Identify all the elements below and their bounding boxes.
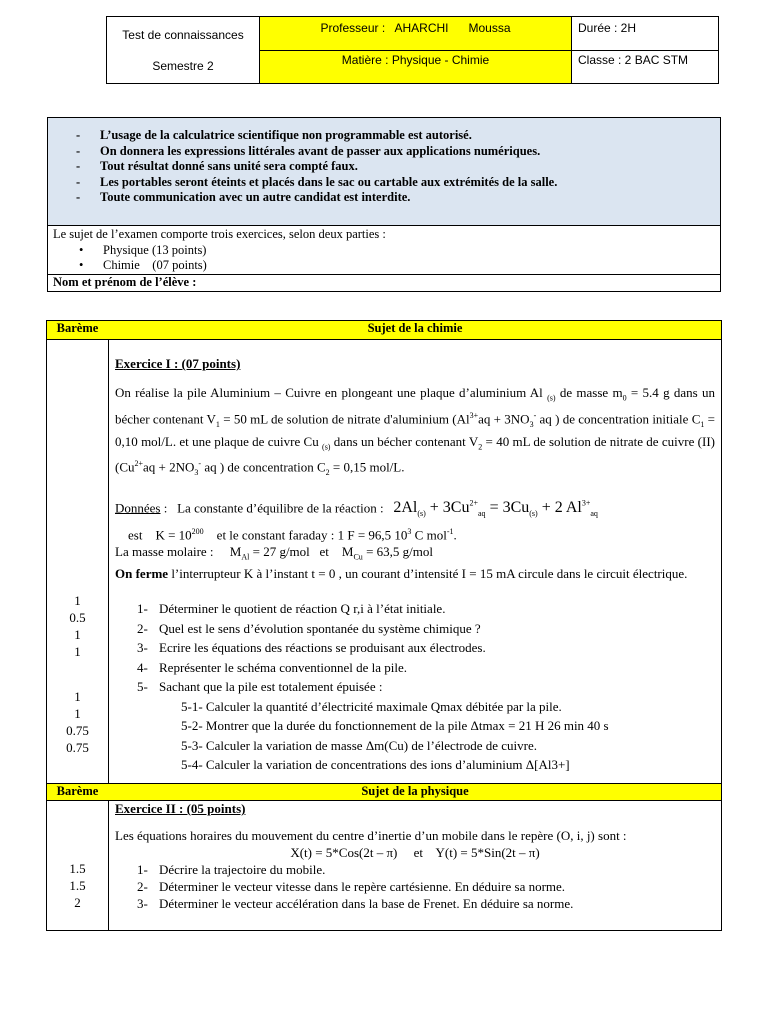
question: 1- Décrire la trajectoire du mobile. [137, 862, 326, 877]
physics-scores [47, 860, 108, 911]
column-divider [108, 321, 109, 930]
exercise-1 [115, 355, 715, 775]
chemistry-header [47, 321, 721, 340]
question: 1- Déterminer le quotient de réaction Q r,i à l’état initiale. [137, 601, 446, 617]
test-title: Test de connaissances [122, 27, 244, 42]
question: 2- Déterminer le vecteur vitesse dans le repère cartésienne. En déduire sa norme. [137, 879, 566, 894]
exercise-2-questions [115, 861, 715, 912]
rule-item: - L’usage de la calculatrice scientifique non programmable est autorisé. [76, 128, 472, 142]
subject-matter: Matière : Physique - Chimie [341, 53, 490, 67]
exercise-2-intro: Les équations horaires du mouvement du centre d’inertie d’un mobile dans le repère (O, i, j) sont : [115, 828, 627, 843]
test-info-cell [107, 17, 260, 83]
score: 1.5 [69, 878, 86, 893]
professor-name: Professeur : AHARCHI Moussa [320, 21, 511, 35]
sub-question: 5-4- Calculer la variation de concentrations des ions d’aluminium Δ[Al3+] [181, 757, 570, 773]
sub-question: 5-2- Montrer que la durée du fonctionnement de la pile Δtmax = 21 H 26 min 40 s [181, 718, 609, 734]
score: 2 [74, 895, 81, 910]
question: 5- Sachant que la pile est totalement épuisée : [137, 679, 383, 695]
duration: Durée : 2H [578, 21, 637, 35]
sub-question: 5-3- Calculer la variation de masse Δm(Cu) de l’électrode de cuivre. [181, 737, 537, 753]
rule-item: - Toute communication avec un autre candidat est interdite. [76, 190, 411, 204]
semester: Semestre 2 [152, 58, 214, 73]
header-table [106, 16, 719, 84]
class-cell [572, 51, 718, 83]
rule-item: - Tout résultat donné sans unité sera compté faux. [76, 159, 358, 173]
chemistry-scores [47, 592, 108, 756]
score: 1 [74, 689, 81, 704]
exam-table [46, 320, 722, 931]
exercise-2-title: Exercice II : (05 points) [115, 801, 246, 816]
chemistry-title: Sujet de la chimie [367, 321, 463, 335]
physics-title: Sujet de la physique [361, 784, 469, 798]
score: 0.5 [69, 610, 86, 625]
physics-header [47, 783, 721, 801]
score: 1.5 [69, 861, 86, 876]
professor-cell [260, 17, 572, 51]
score: 0.75 [66, 723, 89, 738]
question: 4- Représenter le schéma conventionnel de la pile. [137, 659, 407, 675]
rule-item: - Les portables seront éteints et placés dans le sac ou cartable aux extrémités de la salle. [76, 174, 558, 189]
student-name-field[interactable]: Nom et prénom de l’élève : [53, 275, 197, 289]
exercise-1-statement: On réalise la pile Aluminium – Cuivre en plongeant une plaque d’aluminium Al $_{(s)}$ de masse $m_0 = 5.4$ g dans un bécher contenant $V_1 = 50$ mL de solution de nitrate d'aluminium ($Al^{3+}aq + 3NO_3^-$ aq ) de concentration initiale $C_1 = 0,10$ mol/L. et une plaque de cuivre Cu $_{(s)}$ dans un bécher contenant $V_2 = 40$ mL de solution de nitrate de cuivre (II) ($Cu^{2+}aq + 2NO_3^-$ aq ) de concentration $C_2 = 0,15$ mol/L. [115, 385, 716, 478]
parts-intro: Le sujet de l’examen comporte trois exercices, selon deux parties : [53, 227, 386, 241]
rules-list [48, 118, 720, 226]
part-item: • Chimie (07 points) [79, 258, 207, 272]
bareme-label: Barème [56, 321, 99, 335]
subject-cell [260, 51, 572, 83]
duration-cell [572, 17, 718, 51]
score: 1 [74, 627, 81, 642]
score: 0.75 [66, 740, 89, 755]
score: 1 [74, 644, 81, 659]
exercise-2-equations: X(t) = 5*Cos(2t – π) et Y(t) = 5*Sin(2t – π) [290, 845, 540, 860]
exam-parts [48, 226, 720, 275]
instructions-box [47, 117, 721, 292]
part-item: • Physique (13 points) [79, 242, 207, 257]
question: 3- Ecrire les équations des réactions se produisant aux électrodes. [137, 640, 486, 656]
question: 2- Quel est le sens d’évolution spontanée du système chimique ? [137, 620, 481, 636]
rule-item: - On donnera les expressions littérales avant de passer aux applications numériques. [76, 143, 541, 158]
class-level: Classe : 2 BAC STM [578, 53, 689, 67]
score: 1 [74, 593, 81, 608]
exercise-1-questions [115, 599, 715, 775]
bareme-label: Barème [56, 784, 99, 798]
question: 3- Déterminer le vecteur accélération dans la base de Frenet. En déduire sa norme. [137, 896, 574, 911]
exercise-1-title: Exercice I : (07 points) [115, 356, 241, 371]
sub-question: 5-1- Calculer la quantité d’électricité maximale Qmax débitée par la pile. [181, 698, 562, 714]
exercise-2 [115, 800, 715, 912]
score: 1 [74, 706, 81, 721]
exercise-1-data: Données : La constante d’équilibre de la réaction : $2Al_{(s)} + 3Cu^{2+}_{aq} = 3Cu_{(s)} + 2$ $Al^{3+}_{aq}$ est $K = 10^{200}$ et le constant faraday : 1 F = 96,5 $10^3$ C mol$^{-1}$. La masse molaire : $M_{Al} = 27$ g/mol et $M_{Cu} = 63,5$ g/mol On ferme l’interrupteur K à l’instant t = 0 , un courant d’intensité I = 15 mA circule dans le circuit électrique. [115, 499, 688, 582]
